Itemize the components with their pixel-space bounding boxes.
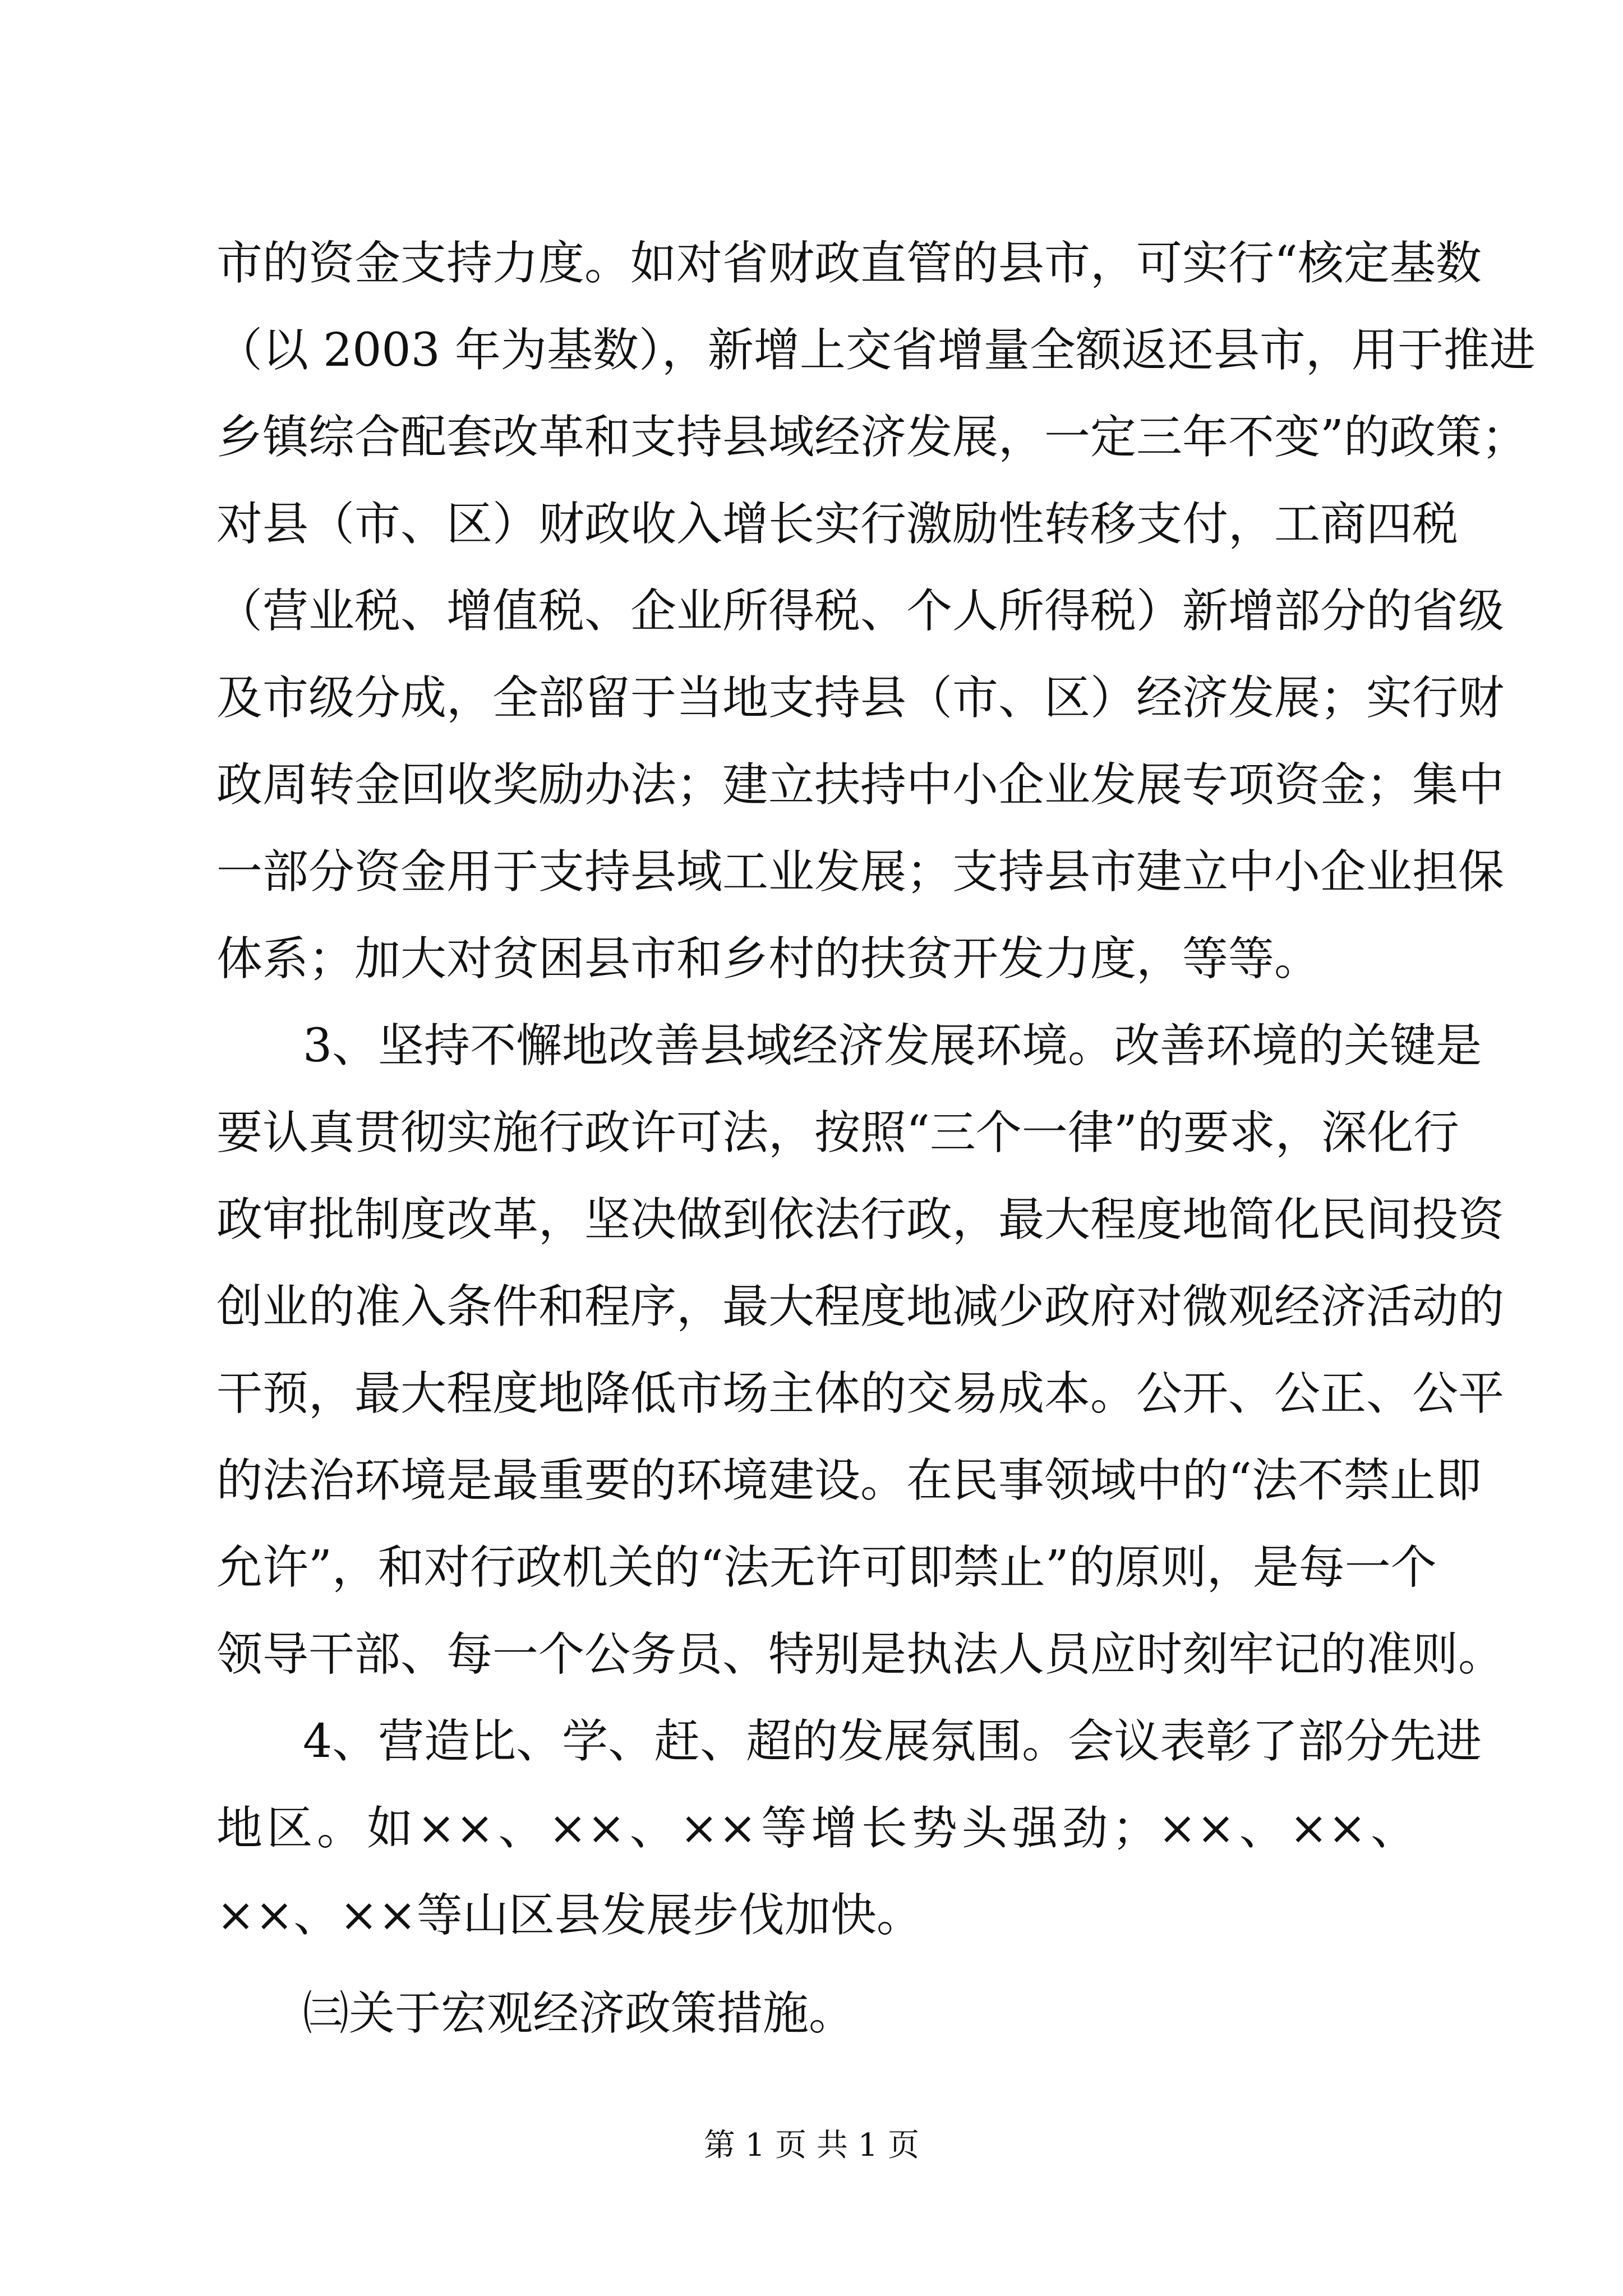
page-footer: 第 1 页 共 1 页 [703,2127,920,2164]
body-line-14: 干预，最大程度地降低市场主体的交易成本。公开、公正、公平 [216,1367,1505,1420]
body-line-9: 体系；加大对贫困县市和乡村的扶贫开发力度，等等。 [216,932,1321,986]
body-line-2: （以 2003 年为基数），新增上交省增量全额返还县市，用于推进 [216,324,1536,377]
body-line-19: 地区。如××、××、××等增长势头强劲；××、××、 [216,1802,1417,1855]
body-line-12: 政审批制度改革，坚决做到依法行政，最大程度地简化民间投资 [216,1193,1505,1246]
body-line-18: 4、营造比、学、赶、超的发展氛围。会议表彰了部分先进 [303,1715,1482,1768]
body-line-7: 政周转金回收奖励办法；建立扶持中小企业发展专项资金；集中 [216,758,1505,812]
body-line-21: ㈢关于宏观经济政策措施。 [303,1987,855,2040]
body-line-17: 领导干部、每一个公务员、特别是执法人员应时刻牢记的准则。 [216,1628,1505,1681]
body-line-4: 对县（市、区）财政收入增长实行激励性转移支付，工商四税 [216,498,1459,551]
body-line-1: 市的资金支持力度。如对省财政直管的县市，可实行“核定基数 [216,237,1482,290]
body-line-13: 创业的准入条件和程序，最大程度地减少政府对微观经济活动的 [216,1280,1505,1333]
body-line-16: 允许”，和对行政机关的“法无许可即禁止”的原则，是每一个 [216,1541,1437,1594]
body-line-3: 乡镇综合配套改革和支持县域经济发展，一定三年不变”的政策； [216,411,1528,464]
body-line-10: 3、坚持不懈地改善县域经济发展环境。改善环境的关键是 [303,1019,1482,1073]
body-line-8: 一部分资金用于支持县域工业发展；支持县市建立中小企业担保 [216,845,1505,899]
body-line-5: （营业税、增值税、企业所得税、个人所得税）新增部分的省级 [216,585,1505,638]
body-line-15: 的法治环境是最重要的环境建设。在民事领域中的“法不禁止即 [216,1454,1482,1507]
body-line-11: 要认真贯彻实施行政许可法，按照“三个一律”的要求，深化行 [216,1106,1459,1159]
body-line-6: 及市级分成，全部留于当地支持县（市、区）经济发展；实行财 [216,671,1505,725]
body-line-20: ××、××等山区县发展步伐加快。 [216,1889,923,1942]
